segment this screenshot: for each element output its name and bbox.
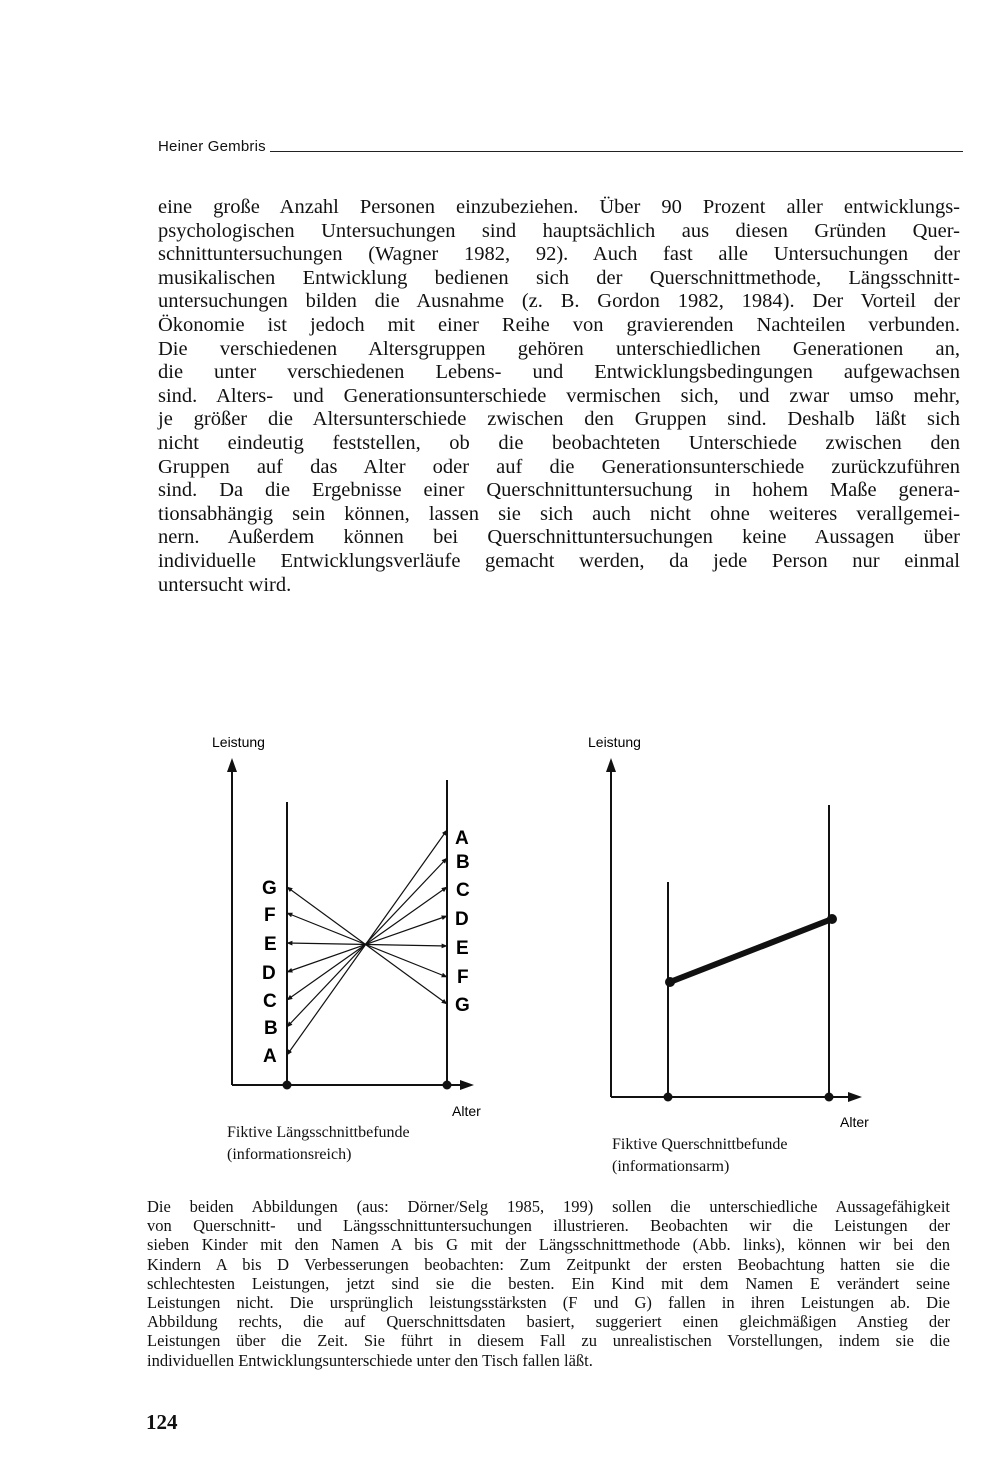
caption-line: Die beiden Abbildungen (aus: Dörner/Selg 1985, 199) sollen die unterschiedliche Aussagefähigkeit xyxy=(147,1197,950,1216)
caption-line: Abbildung rechts, die auf Querschnittsdaten basiert, suggeriert einen gleichmäßigen Anstieg der xyxy=(147,1312,950,1332)
right-figure-caption xyxy=(612,1134,788,1178)
right-y-axis-label: Leistung xyxy=(588,734,641,750)
right-caption-line2: (informationsarm) xyxy=(612,1158,730,1175)
left-figure-caption xyxy=(227,1122,410,1166)
caption-line: Leistungen über die Zeit. Sie führt in diesem Fall zu unrealistischen Vorstellungen, indem sie die xyxy=(147,1331,950,1351)
body-line: untersuchungen bilden die Ausnahme (z. B. Gordon 1982, 1984). Der Vorteil der xyxy=(158,290,960,313)
right-letter-d: D xyxy=(455,909,469,930)
body-line: die unter verschiedenen Lebens- und Entwicklungsbedingungen aufgewachsen xyxy=(158,361,960,384)
body-line: schnittuntersuchungen (Wagner 1982, 92). Auch fast alle Untersuchungen der xyxy=(158,243,960,266)
body-line: Ökonomie ist jedoch mit einer Reihe von gravierenden Nachteilen verbunden. xyxy=(158,313,960,336)
running-header xyxy=(158,138,963,155)
figure-right xyxy=(588,734,869,1130)
body-line: nicht eindeutig feststellen, ob die beobachteten Unterschiede zwischen den xyxy=(158,431,960,454)
left-letter-d: D xyxy=(262,963,276,984)
right-time1-dot xyxy=(664,1093,673,1102)
body-line: Die verschiedenen Altersgruppen gehören unterschiedlichen Generationen an, xyxy=(158,337,960,360)
left-x-axis-arrow xyxy=(460,1080,474,1090)
caption-line: Kindern A bis D Verbesserungen beobachten: Zum Zeitpunkt der ersten Beobachtung hatten sie die xyxy=(147,1254,950,1274)
caption-line: schlechtesten Leistungen, jetzt sind sie die besten. Ein Kind mit dem Namen E verändert seine xyxy=(147,1273,950,1293)
left-caption-line1: Fiktive Längsschnittbefunde xyxy=(227,1124,410,1141)
header-rule xyxy=(270,151,963,152)
caption-line: Leistungen nicht. Die ursprünglich leistungsstärksten (F und G) fallen in ihren Leistungen ab. Die xyxy=(147,1293,950,1313)
left-letter-c: C xyxy=(263,991,277,1012)
left-y-axis-arrow xyxy=(227,758,237,772)
body-line: sind. Alters- und Generationsunterschiede vermischen sich, und zwar umso mehr, xyxy=(158,384,960,407)
body-line: individuelle Entwicklungsverläufe gemacht werden, da jede Person nur einmal xyxy=(158,549,960,572)
right-letter-g: G xyxy=(455,995,470,1016)
left-x-axis-label: Alter xyxy=(452,1103,481,1119)
right-y-axis-arrow xyxy=(606,758,616,772)
left-trajectories xyxy=(287,830,447,1055)
body-line: untersucht wird. xyxy=(158,573,292,596)
trend-start-dot xyxy=(665,977,675,987)
page-number: 124 xyxy=(146,1410,178,1434)
right-letter-a: A xyxy=(455,828,469,849)
body-line: Gruppen auf das Alter oder auf die Generationsunterschiede zurückzuführen xyxy=(158,455,960,478)
right-x-axis-arrow xyxy=(848,1092,862,1102)
left-y-axis-label: Leistung xyxy=(212,734,265,750)
body-line: je größer die Altersunterschiede zwischen den Gruppen sind. Deshalb läßt sich xyxy=(158,408,960,431)
caption-line: von Querschnitt- und Längsschnittuntersuchungen illustrieren. Beobachten wir die Leistungen der xyxy=(147,1216,950,1236)
right-time2-dot xyxy=(825,1093,834,1102)
mean-trend-line xyxy=(670,919,832,982)
right-letter-f: F xyxy=(457,967,469,988)
right-letter-b: B xyxy=(456,852,470,873)
left-letter-f: F xyxy=(264,905,276,926)
figure-left xyxy=(212,734,481,1119)
right-letter-e: E xyxy=(456,938,469,959)
left-letter-b: B xyxy=(264,1018,278,1039)
caption-line: sieben Kinder mit den Namen A bis G mit der Längsschnittmethode (Abb. links), können wir bei den xyxy=(147,1235,950,1255)
left-letter-a: A xyxy=(263,1046,277,1067)
trend-end-dot xyxy=(827,914,837,924)
body-line: sind. Da die Ergebnisse einer Querschnittuntersuchung in hohem Maße genera- xyxy=(158,479,960,502)
body-line: tionsabhängig sein können, lassen sie sich auch nicht ohne weiteres verallgemei- xyxy=(158,502,960,525)
right-letter-c: C xyxy=(456,880,470,901)
body-line: eine große Anzahl Personen einzubeziehen. Über 90 Prozent aller entwicklungs- xyxy=(158,196,960,218)
left-time1-dot xyxy=(283,1081,292,1090)
figure-explanation xyxy=(147,1197,950,1370)
left-time2-dot xyxy=(443,1081,452,1090)
body-line: nern. Außerdem können bei Querschnittuntersuchungen keine Aussagen über xyxy=(158,526,960,549)
left-caption-line2: (informationsreich) xyxy=(227,1146,352,1163)
trajectory-a xyxy=(287,830,447,1055)
left-letter-g: G xyxy=(262,878,277,899)
body-paragraph xyxy=(158,196,960,597)
figures xyxy=(0,700,1000,1180)
header-author: Heiner Gembris xyxy=(158,138,266,155)
left-letter-e: E xyxy=(264,934,277,955)
body-line: psychologischen Untersuchungen sind hauptsächlich aus diesen Gründen Quer- xyxy=(158,219,960,242)
body-line: musikalischen Entwicklung bedienen sich der Querschnittmethode, Längsschnitt- xyxy=(158,266,960,289)
right-caption-line1: Fiktive Querschnittbefunde xyxy=(612,1136,788,1153)
caption-line: individuellen Entwicklungsunterschiede unter den Tisch fallen läßt. xyxy=(147,1350,593,1370)
right-x-axis-label: Alter xyxy=(840,1114,869,1130)
